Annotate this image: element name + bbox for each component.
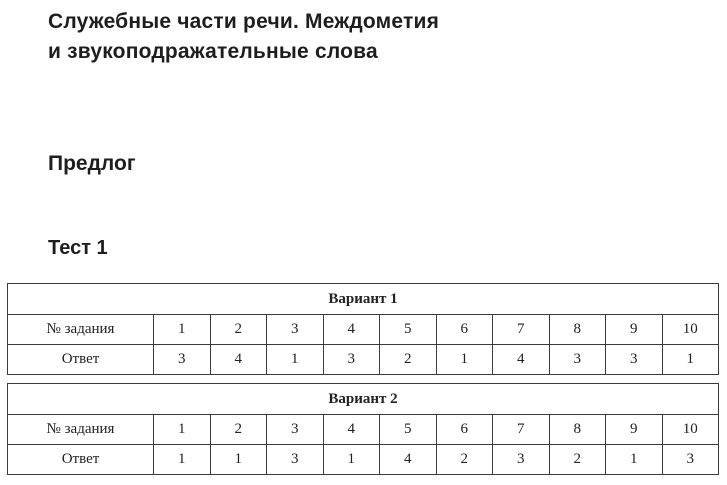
task-number-cell: 1 <box>154 315 211 345</box>
answer-cell: 3 <box>662 445 719 475</box>
task-number-cell: 10 <box>662 415 719 445</box>
answer-cell: 2 <box>436 445 493 475</box>
task-number-label: № задания <box>8 415 154 445</box>
answer-row <box>8 445 719 475</box>
answer-row <box>8 345 719 375</box>
answer-label: Ответ <box>8 345 154 375</box>
variant-header-row <box>8 284 719 315</box>
answer-cell: 3 <box>493 445 550 475</box>
variant-header-row <box>8 384 719 415</box>
variant-separator <box>8 375 719 384</box>
task-number-cell: 9 <box>606 315 663 345</box>
answer-label: Ответ <box>8 445 154 475</box>
task-number-cell: 3 <box>267 415 324 445</box>
task-number-cell: 2 <box>210 415 267 445</box>
answer-cell: 1 <box>267 345 324 375</box>
answer-cell: 3 <box>267 445 324 475</box>
task-number-cell: 1 <box>154 415 211 445</box>
answer-cell: 1 <box>662 345 719 375</box>
variant-title: Вариант 1 <box>8 284 719 315</box>
task-number-cell: 5 <box>380 415 437 445</box>
answer-cell: 1 <box>436 345 493 375</box>
task-number-cell: 5 <box>380 315 437 345</box>
answer-cell: 1 <box>210 445 267 475</box>
answer-cell: 1 <box>154 445 211 475</box>
task-number-cell: 8 <box>549 415 606 445</box>
task-number-cell: 10 <box>662 315 719 345</box>
answer-cell: 1 <box>606 445 663 475</box>
task-number-cell: 8 <box>549 315 606 345</box>
page-title-line-2: и звукоподражательные слова <box>48 40 378 63</box>
answer-cell: 4 <box>493 345 550 375</box>
answer-cell: 3 <box>549 345 606 375</box>
task-number-cell: 2 <box>210 315 267 345</box>
answer-key-table <box>7 283 719 475</box>
answer-cell: 1 <box>323 445 380 475</box>
answer-cell: 3 <box>323 345 380 375</box>
page-title <box>48 7 439 67</box>
page-title-line-1: Служебные части речи. Междометия <box>48 10 440 33</box>
answer-cell: 3 <box>606 345 663 375</box>
variant-separator-cell <box>8 375 719 384</box>
answer-cell: 4 <box>380 445 437 475</box>
task-number-cell: 7 <box>493 415 550 445</box>
answer-cell: 3 <box>154 345 211 375</box>
answer-cell: 2 <box>549 445 606 475</box>
task-number-cell: 4 <box>323 415 380 445</box>
task-number-cell: 6 <box>436 415 493 445</box>
task-number-cell: 3 <box>267 315 324 345</box>
answer-cell: 4 <box>210 345 267 375</box>
test-title: Тест 1 <box>48 237 108 259</box>
answer-cell: 2 <box>380 345 437 375</box>
task-number-label: № задания <box>8 315 154 345</box>
task-number-row <box>8 315 719 345</box>
task-number-cell: 9 <box>606 415 663 445</box>
section-title: Предлог <box>48 152 136 175</box>
task-number-cell: 6 <box>436 315 493 345</box>
task-number-row <box>8 415 719 445</box>
task-number-cell: 4 <box>323 315 380 345</box>
variant-title: Вариант 2 <box>8 384 719 415</box>
task-number-cell: 7 <box>493 315 550 345</box>
